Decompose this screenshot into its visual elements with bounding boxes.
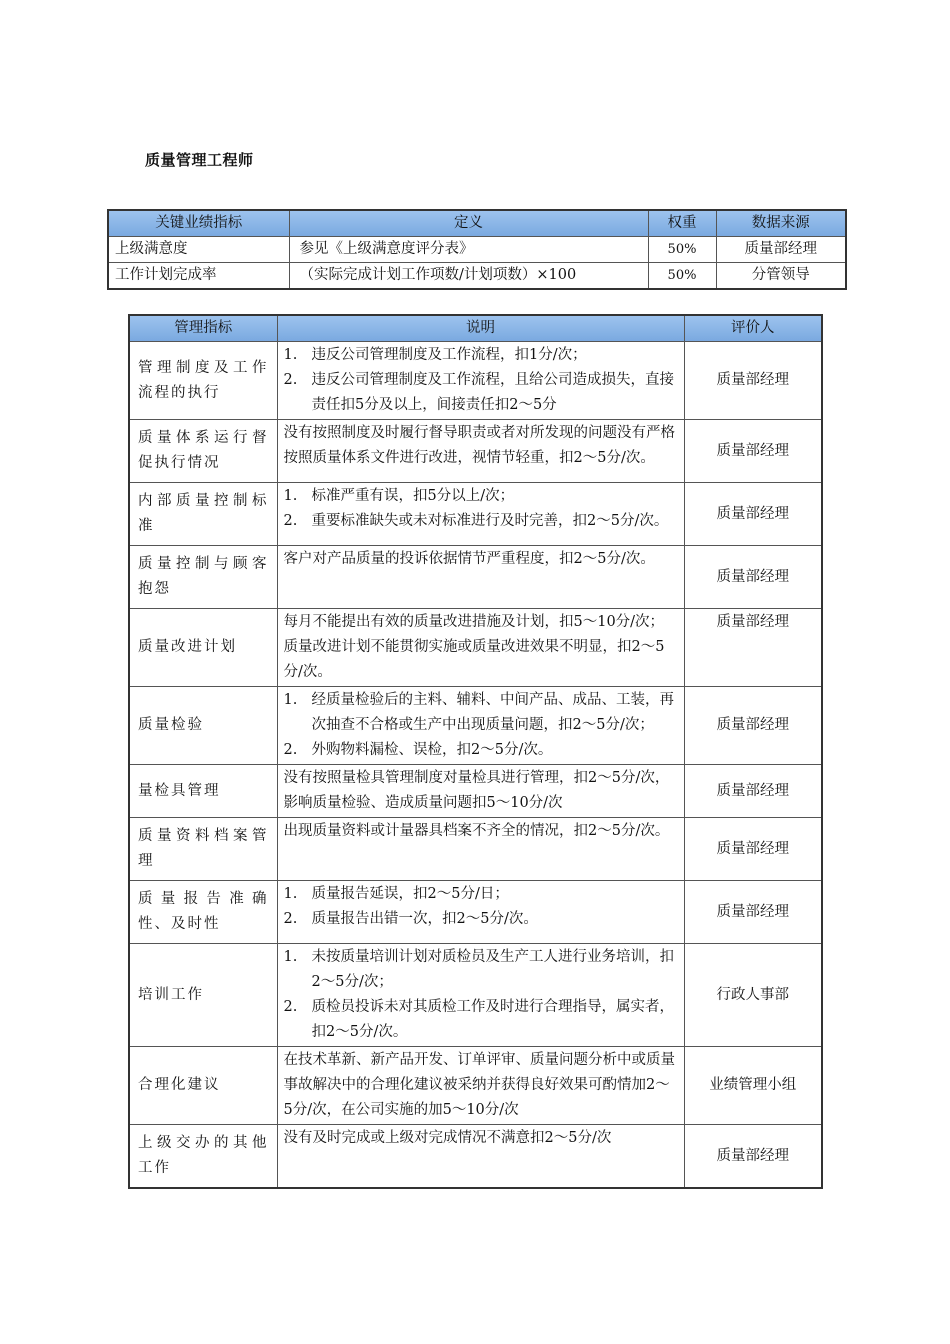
evaluator: 质量部经理: [684, 342, 822, 420]
table-row: [108, 263, 846, 290]
description-text: 客户对产品质量的投诉依据情节严重程度，扣2～5分/次。: [283, 551, 655, 567]
description-text: 没有按照量检具管理制度对量检具进行管理，扣2～5分/次，影响质量检验、造成质量问题扣5～10分/次: [283, 770, 670, 811]
indicator-description: [277, 881, 684, 944]
evaluator: 质量部经理: [684, 609, 822, 687]
indicator-name: 质量检验: [129, 687, 277, 765]
description-text: 没有按照制度及时履行督导职责或者对所发现的问题没有严格按照质量体系文件进行改进，视情节轻重，扣2～5分/次。: [283, 425, 675, 466]
table-row: [129, 1125, 822, 1189]
list-number: 2.: [283, 513, 298, 529]
list-text: 质检员投诉未对其质检工作及时进行合理指导，属实者，扣2～5分/次。: [311, 999, 674, 1040]
kpi-indicator: 工作计划完成率: [108, 263, 289, 290]
evaluator: 行政人事部: [684, 944, 822, 1047]
indicator-description: [277, 944, 684, 1047]
description-text: 每月不能提出有效的质量改进措施及计划，扣5～10分/次；质量改进计划不能贯彻实施或质量改进效果不明显，扣2～5分/次。: [283, 614, 665, 680]
evaluator: 质量部经理: [684, 420, 822, 483]
kpi-header-row: [108, 210, 846, 237]
description-text: 出现质量资料或计量器具档案不齐全的情况，扣2～5分/次。: [283, 823, 670, 839]
list-item: [284, 738, 678, 763]
list-text: 经质量检验后的主料、辅料、中间产品、成品、工装，再次抽查不合格或生产中出现质量问题，扣2～5分/次；: [311, 692, 674, 733]
description-list: [284, 688, 678, 763]
evaluator: 质量部经理: [684, 483, 822, 546]
description-text: 在技术革新、新产品开发、订单评审、质量问题分析中或质量事故解决中的合理化建议被采纳并获得良好效果可酌情加2～5分/次，在公司实施的加5～10分/次: [283, 1052, 675, 1118]
kpi-indicator: 上级满意度: [108, 237, 289, 263]
list-item: [284, 688, 678, 738]
list-number: 1.: [283, 949, 298, 965]
list-item: [284, 509, 678, 534]
indicator-name: 质量控制与顾客抱怨: [129, 546, 277, 609]
list-number: 2.: [283, 999, 298, 1015]
kpi-source: 分管领导: [716, 263, 846, 290]
kpi-header-weight: 权重: [648, 210, 716, 237]
indicator-description: [277, 1125, 684, 1189]
list-text: 标准严重有误，扣5分以上/次；: [311, 488, 515, 504]
indicator-description: [277, 609, 684, 687]
evaluator: 质量部经理: [684, 881, 822, 944]
indicator-description: [277, 546, 684, 609]
table-row: [129, 609, 822, 687]
mgmt-header-description: 说明: [277, 315, 684, 342]
kpi-table: [107, 209, 847, 290]
table-row: [129, 342, 822, 420]
list-number: 1.: [283, 886, 298, 902]
indicator-description: [277, 818, 684, 881]
indicator-name: 量检具管理: [129, 765, 277, 818]
indicator-name: 质量改进计划: [129, 609, 277, 687]
indicator-name: 内部质量控制标准: [129, 483, 277, 546]
mgmt-header-indicator: 管理指标: [129, 315, 277, 342]
page-title: 质量管理工程师: [145, 151, 254, 169]
list-number: 2.: [283, 372, 298, 388]
list-text: 违反公司管理制度及工作流程，扣1分/次；: [311, 347, 587, 363]
indicator-description: [277, 483, 684, 546]
indicator-name: 质量报告准确性、及时性: [129, 881, 277, 944]
list-number: 2.: [283, 911, 298, 927]
table-row: [129, 818, 822, 881]
kpi-weight: 50%: [648, 237, 716, 263]
description-list: [284, 343, 678, 418]
list-item: [284, 882, 678, 907]
table-row: [129, 420, 822, 483]
table-row: [129, 765, 822, 818]
description-list: [284, 484, 678, 534]
description-list: [284, 882, 678, 932]
description-list: [284, 945, 678, 1045]
list-number: 1.: [283, 347, 298, 363]
evaluator: 质量部经理: [684, 818, 822, 881]
kpi-definition: （实际完成计划工作项数/计划项数）×100: [289, 263, 648, 290]
list-item: [284, 995, 678, 1045]
list-item: [284, 484, 678, 509]
list-text: 质量报告出错一次，扣2～5分/次。: [311, 911, 538, 927]
indicator-name: 管理制度及工作流程的执行: [129, 342, 277, 420]
evaluator: 质量部经理: [684, 765, 822, 818]
table-row: [129, 546, 822, 609]
table-row: [108, 237, 846, 263]
description-text: 没有及时完成或上级对完成情况不满意扣2～5分/次: [283, 1130, 612, 1146]
list-item: [284, 945, 678, 995]
indicator-description: [277, 1047, 684, 1125]
kpi-source: 质量部经理: [716, 237, 846, 263]
table-row: [129, 881, 822, 944]
list-item: [284, 907, 678, 932]
list-number: 1.: [283, 692, 298, 708]
list-text: 未按质量培训计划对质检员及生产工人进行业务培训，扣2～5分/次；: [311, 949, 674, 990]
kpi-header-indicator: 关键业绩指标: [108, 210, 289, 237]
indicator-name: 合理化建议: [129, 1047, 277, 1125]
evaluator: 质量部经理: [684, 546, 822, 609]
list-text: 违反公司管理制度及工作流程，且给公司造成损失，直接责任扣5分及以上，间接责任扣2～5分: [311, 372, 674, 413]
indicator-description: [277, 342, 684, 420]
indicator-name: 质量体系运行督促执行情况: [129, 420, 277, 483]
table-row: [129, 944, 822, 1047]
table-row: [129, 1047, 822, 1125]
evaluator: 质量部经理: [684, 1125, 822, 1189]
indicator-name: 质量资料档案管理: [129, 818, 277, 881]
table-row: [129, 483, 822, 546]
table-row: [129, 687, 822, 765]
evaluator: 业绩管理小组: [684, 1047, 822, 1125]
management-table: [128, 314, 823, 1189]
kpi-definition: 参见《上级满意度评分表》: [289, 237, 648, 263]
evaluator: 质量部经理: [684, 687, 822, 765]
indicator-description: [277, 687, 684, 765]
list-item: [284, 343, 678, 368]
kpi-header-source: 数据来源: [716, 210, 846, 237]
list-item: [284, 368, 678, 418]
indicator-description: [277, 765, 684, 818]
list-number: 1.: [283, 488, 298, 504]
list-text: 质量报告延误，扣2～5分/日；: [311, 886, 509, 902]
list-text: 重要标准缺失或未对标准进行及时完善，扣2～5分/次。: [311, 513, 669, 529]
kpi-header-definition: 定义: [289, 210, 648, 237]
mgmt-header-row: [129, 315, 822, 342]
kpi-weight: 50%: [648, 263, 716, 290]
list-text: 外购物料漏检、误检，扣2～5分/次。: [311, 742, 553, 758]
indicator-name: 上级交办的其他工作: [129, 1125, 277, 1189]
list-number: 2.: [283, 742, 298, 758]
indicator-description: [277, 420, 684, 483]
mgmt-header-evaluator: 评价人: [684, 315, 822, 342]
indicator-name: 培训工作: [129, 944, 277, 1047]
